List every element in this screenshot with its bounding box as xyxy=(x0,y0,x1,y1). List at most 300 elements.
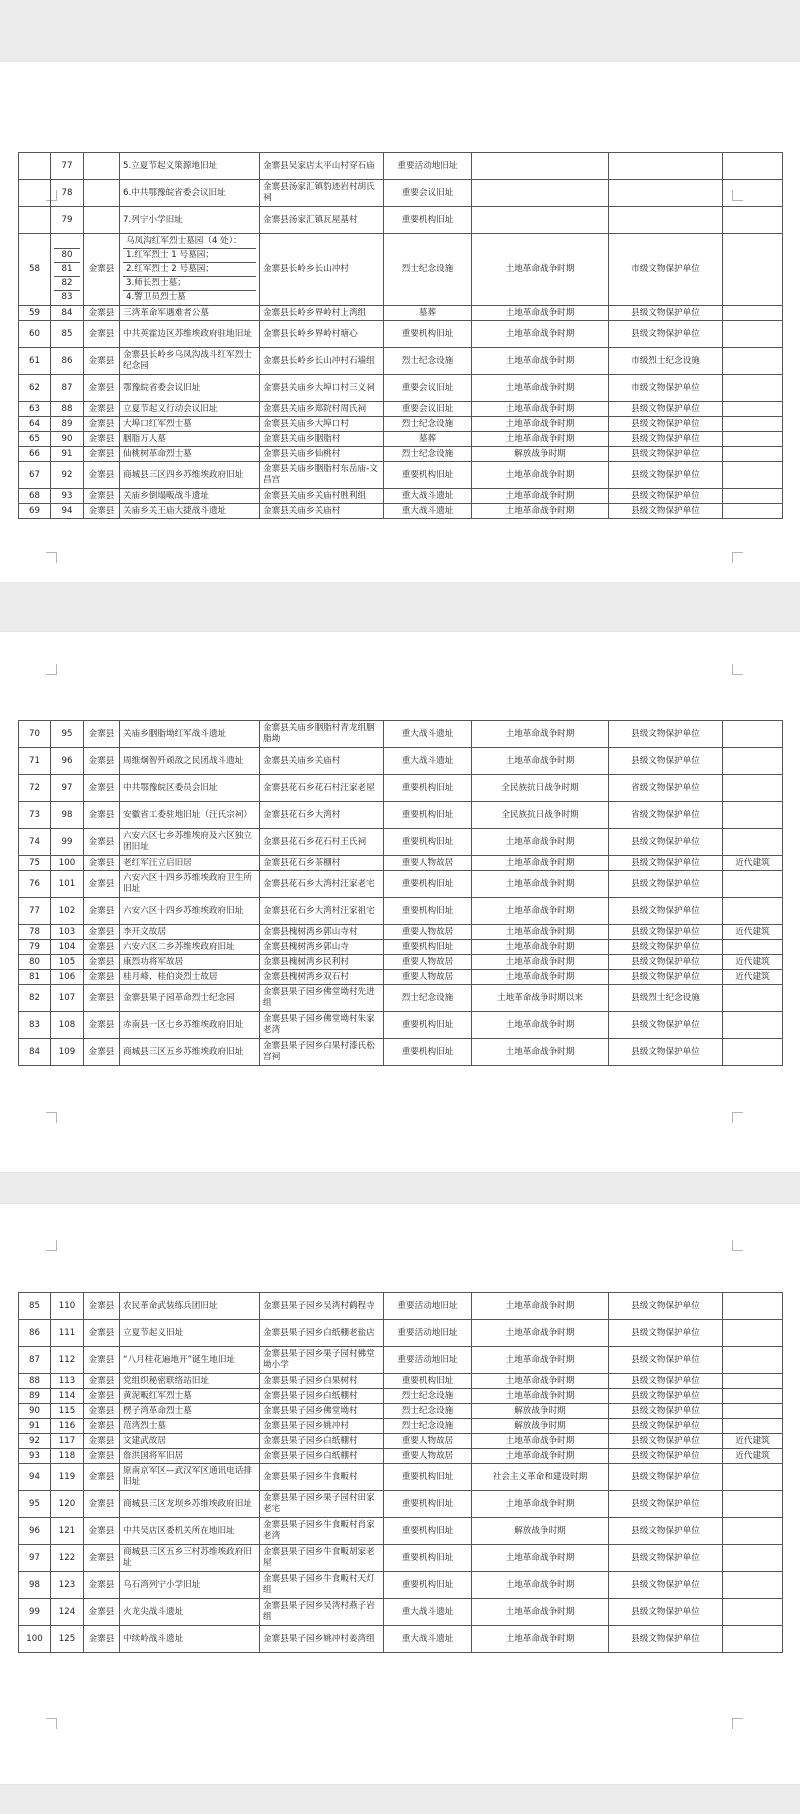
category-cell xyxy=(723,180,783,207)
site-type-cell: 重要人物故居 xyxy=(384,955,472,970)
protection-level-cell: 县级文物保护单位 xyxy=(609,925,723,940)
document-page-1 xyxy=(0,62,800,582)
row-number: 62 xyxy=(19,375,51,402)
category-cell xyxy=(723,898,783,925)
table-row xyxy=(19,1347,783,1374)
protection-level-cell: 县级文物保护单位 xyxy=(609,871,723,898)
row-number: 82 xyxy=(19,985,51,1012)
protection-level-cell: 县级文物保护单位 xyxy=(609,721,723,748)
category-cell xyxy=(723,1374,783,1389)
category-cell xyxy=(723,153,783,180)
site-type-cell: 重要机构旧址 xyxy=(384,462,472,489)
table-row xyxy=(19,955,783,970)
record-id xyxy=(54,235,80,249)
county-cell: 金寨县 xyxy=(84,1572,120,1599)
period-cell xyxy=(472,180,609,207)
record-id: 95 xyxy=(51,721,84,748)
protection-level-cell: 市级文物保护单位 xyxy=(609,375,723,402)
record-id: 99 xyxy=(51,829,84,856)
row-number: 63 xyxy=(19,402,51,417)
record-id: 90 xyxy=(51,432,84,447)
protection-level-cell xyxy=(609,153,723,180)
protection-level-cell: 县级文物保护单位 xyxy=(609,1434,723,1449)
county-cell: 金寨县 xyxy=(84,1449,120,1464)
address-cell: 金寨县果子园乡佛堂坳村 xyxy=(260,1404,384,1419)
site-name-group xyxy=(120,234,260,306)
category-cell xyxy=(723,1320,783,1347)
site-name-cell: 乌石湾列宁小学旧址 xyxy=(120,1572,260,1599)
table-row xyxy=(19,180,783,207)
county-cell: 金寨县 xyxy=(84,402,120,417)
record-id-group xyxy=(51,234,84,306)
address-cell: 金寨县果子园乡佛堂坳村朱家老湾 xyxy=(260,1012,384,1039)
county-cell: 金寨县 xyxy=(84,970,120,985)
row-number: 72 xyxy=(19,775,51,802)
record-id: 123 xyxy=(51,1572,84,1599)
period-cell: 全民族抗日战争时期 xyxy=(472,802,609,829)
site-type-cell: 重要机构旧址 xyxy=(384,1491,472,1518)
period-cell: 土地革命战争时期 xyxy=(472,940,609,955)
protection-level-cell: 县级文物保护单位 xyxy=(609,462,723,489)
site-name-cell: 大埠口红军烈士墓 xyxy=(120,417,260,432)
record-id: 107 xyxy=(51,985,84,1012)
county-cell: 金寨县 xyxy=(84,829,120,856)
site-type-cell: 重要机构旧址 xyxy=(384,1572,472,1599)
address-cell: 金寨县果子园乡牛食畈胡家老屋 xyxy=(260,1545,384,1572)
address-cell: 金寨县果子园乡姚冲村姜湾组 xyxy=(260,1626,384,1653)
site-type-cell: 重大战斗遗址 xyxy=(384,489,472,504)
county-cell: 金寨县 xyxy=(84,1389,120,1404)
address-cell: 金寨县果子园乡吴湾村燕子岩组 xyxy=(260,1599,384,1626)
protection-level-cell: 县级文物保护单位 xyxy=(609,1404,723,1419)
site-name-cell: 六安六区十四乡苏维埃政府旧址 xyxy=(120,898,260,925)
record-id: 96 xyxy=(51,748,84,775)
row-number: 87 xyxy=(19,1347,51,1374)
table-row xyxy=(19,1320,783,1347)
county-cell: 金寨县 xyxy=(84,321,120,348)
table-row xyxy=(19,1389,783,1404)
county-cell: 金寨县 xyxy=(84,775,120,802)
period-cell: 土地革命战争时期 xyxy=(472,1389,609,1404)
period-cell: 土地革命战争时期 xyxy=(472,234,609,306)
site-type-cell: 烈士纪念设施 xyxy=(384,1419,472,1434)
site-type-cell: 重要活动地旧址 xyxy=(384,1320,472,1347)
address-cell: 金寨县汤家汇镇瓦屋基村 xyxy=(260,207,384,234)
record-id: 115 xyxy=(51,1404,84,1419)
period-cell xyxy=(472,207,609,234)
category-cell xyxy=(723,306,783,321)
site-type-cell: 重要活动地旧址 xyxy=(384,153,472,180)
category-cell xyxy=(723,1545,783,1572)
row-number: 77 xyxy=(19,898,51,925)
site-name-cell: 农民革命武装练兵团旧址 xyxy=(120,1293,260,1320)
category-cell: 近代建筑 xyxy=(723,955,783,970)
period-cell: 土地革命战争时期 xyxy=(472,348,609,375)
record-id: 112 xyxy=(51,1347,84,1374)
address-cell: 金寨县花石乡花石村王氏祠 xyxy=(260,829,384,856)
category-cell: 近代建筑 xyxy=(723,1449,783,1464)
period-cell: 解放战争时期 xyxy=(472,1419,609,1434)
row-number: 60 xyxy=(19,321,51,348)
category-cell xyxy=(723,775,783,802)
row-number xyxy=(19,180,51,207)
address-cell: 金寨县关庙乡胭脂村 xyxy=(260,432,384,447)
site-type-cell: 重要会议旧址 xyxy=(384,375,472,402)
row-number: 100 xyxy=(19,1626,51,1653)
site-name-line: 4.警卫员烈士墓 xyxy=(126,292,186,302)
table-row xyxy=(19,898,783,925)
site-name-cell: 赤南县一区七乡苏维埃政府旧址 xyxy=(120,1012,260,1039)
table-row xyxy=(19,207,783,234)
site-name-cell: 仙桃树革命烈士墓 xyxy=(120,447,260,462)
site-name-cell: 六安六区十四乡苏维埃政府卫生所旧址 xyxy=(120,871,260,898)
address-cell: 金寨县槐树湾乡郭山寺 xyxy=(260,940,384,955)
record-id: 100 xyxy=(51,856,84,871)
category-cell xyxy=(723,462,783,489)
category-cell xyxy=(723,1419,783,1434)
record-id: 106 xyxy=(51,970,84,985)
record-id: 87 xyxy=(51,375,84,402)
row-number: 99 xyxy=(19,1599,51,1626)
site-name-cell: 周维炯智歼顽敌之民团战斗遗址 xyxy=(120,748,260,775)
address-cell: 金寨县长岭乡界岭村塘心 xyxy=(260,321,384,348)
site-name-cell: 立夏节起义旧址 xyxy=(120,1320,260,1347)
site-name-cell: 安徽省工委驻地旧址（汪氏宗祠） xyxy=(120,802,260,829)
county-cell: 金寨县 xyxy=(84,748,120,775)
protection-level-cell: 县级文物保护单位 xyxy=(609,829,723,856)
row-number: 68 xyxy=(19,489,51,504)
site-type-cell: 重要机构旧址 xyxy=(384,1464,472,1491)
row-number: 86 xyxy=(19,1320,51,1347)
site-type-cell: 重要机构旧址 xyxy=(384,1518,472,1545)
record-id: 93 xyxy=(51,489,84,504)
period-cell: 土地革命战争时期 xyxy=(472,402,609,417)
site-name-cell: 关庙乡胭脂坳红军战斗遗址 xyxy=(120,721,260,748)
site-name-cell: 六安六区二乡苏维埃政府旧址 xyxy=(120,940,260,955)
site-name-cell: 楞子湾革命烈士墓 xyxy=(120,1404,260,1419)
protection-level-cell: 县级文物保护单位 xyxy=(609,504,723,519)
protection-level-cell: 县级烈士纪念设施 xyxy=(609,985,723,1012)
site-type-cell: 烈士纪念设施 xyxy=(384,348,472,375)
period-cell: 土地革命战争时期 xyxy=(472,375,609,402)
site-name-cell: 三湾革命军遇难者公墓 xyxy=(120,306,260,321)
table-row xyxy=(19,306,783,321)
record-id: 118 xyxy=(51,1449,84,1464)
protection-level-cell: 县级文物保护单位 xyxy=(609,1419,723,1434)
category-cell xyxy=(723,375,783,402)
site-name-cell: 中续岭战斗遗址 xyxy=(120,1626,260,1653)
row-number: 74 xyxy=(19,829,51,856)
address-cell: 金寨县长岭乡界岭村上湾组 xyxy=(260,306,384,321)
site-type-cell: 烈士纪念设施 xyxy=(384,1404,472,1419)
table-row xyxy=(19,489,783,504)
row-number: 75 xyxy=(19,856,51,871)
address-cell: 金寨县关庙乡胭脂村青龙组胭脂坳 xyxy=(260,721,384,748)
table-row xyxy=(19,447,783,462)
protection-level-cell: 县级文物保护单位 xyxy=(609,856,723,871)
county-cell xyxy=(84,180,120,207)
site-name-cell: 康烈功将军故居 xyxy=(120,955,260,970)
county-cell: 金寨县 xyxy=(84,1545,120,1572)
site-type-cell: 烈士纪念设施 xyxy=(384,234,472,306)
category-cell xyxy=(723,985,783,1012)
county-cell: 金寨县 xyxy=(84,985,120,1012)
row-number: 97 xyxy=(19,1545,51,1572)
county-cell: 金寨县 xyxy=(84,802,120,829)
table-row xyxy=(19,1374,783,1389)
row-number: 98 xyxy=(19,1572,51,1599)
site-name-cell: 原南京军区—武汉军区通讯电话排旧址 xyxy=(120,1464,260,1491)
table-row xyxy=(19,940,783,955)
record-id: 97 xyxy=(51,775,84,802)
address-cell: 金寨县果子园乡白果村漆氏松宫祠 xyxy=(260,1039,384,1066)
row-number: 64 xyxy=(19,417,51,432)
table-row xyxy=(19,1039,783,1066)
address-cell: 金寨县关庙乡关庙村胜利组 xyxy=(260,489,384,504)
category-cell xyxy=(723,489,783,504)
record-id: 114 xyxy=(51,1389,84,1404)
site-name-cell: 商城县三区龙坝乡苏维埃政府旧址 xyxy=(120,1491,260,1518)
category-cell xyxy=(723,207,783,234)
row-number: 81 xyxy=(19,970,51,985)
site-type-cell: 重要机构旧址 xyxy=(384,1374,472,1389)
address-cell: 金寨县关庙乡胭脂村东岳庙-文昌宫 xyxy=(260,462,384,489)
address-cell: 金寨县长岭乡长山冲村石墙组 xyxy=(260,348,384,375)
county-cell: 金寨县 xyxy=(84,1599,120,1626)
address-cell: 金寨县花石乡大湾村汪家老宅 xyxy=(260,871,384,898)
protection-level-cell: 县级文物保护单位 xyxy=(609,489,723,504)
period-cell: 土地革命战争时期 xyxy=(472,417,609,432)
site-type-cell: 重要机构旧址 xyxy=(384,1039,472,1066)
protection-level-cell: 县级文物保护单位 xyxy=(609,898,723,925)
category-cell xyxy=(723,1012,783,1039)
period-cell: 解放战争时期 xyxy=(472,1404,609,1419)
category-cell: 近代建筑 xyxy=(723,1434,783,1449)
category-cell xyxy=(723,1491,783,1518)
site-name-cell: 商城县三区四乡苏维埃政府旧址 xyxy=(120,462,260,489)
table-row xyxy=(19,375,783,402)
row-number: 89 xyxy=(19,1389,51,1404)
site-type-cell: 重大战斗遗址 xyxy=(384,504,472,519)
site-name-cell: 文建武故居 xyxy=(120,1434,260,1449)
site-type-cell: 重大战斗遗址 xyxy=(384,721,472,748)
records-table-2 xyxy=(18,720,783,1066)
record-id: 121 xyxy=(51,1518,84,1545)
row-number: 95 xyxy=(19,1491,51,1518)
row-number: 83 xyxy=(19,1012,51,1039)
record-id: 113 xyxy=(51,1374,84,1389)
category-cell xyxy=(723,1347,783,1374)
county-cell: 金寨县 xyxy=(84,721,120,748)
protection-level-cell: 县级文物保护单位 xyxy=(609,402,723,417)
category-cell xyxy=(723,721,783,748)
category-cell: 近代建筑 xyxy=(723,856,783,871)
category-cell xyxy=(723,321,783,348)
site-name-cell: 商城县三区五乡三村苏维埃政府旧址 xyxy=(120,1545,260,1572)
protection-level-cell: 县级文物保护单位 xyxy=(609,1374,723,1389)
county-cell: 金寨县 xyxy=(84,1347,120,1374)
address-cell: 金寨县花石乡大湾村汪家祖宅 xyxy=(260,898,384,925)
county-cell: 金寨县 xyxy=(84,1419,120,1434)
category-cell xyxy=(723,1518,783,1545)
site-type-cell: 烈士纪念设施 xyxy=(384,417,472,432)
site-name-line: 3.师长烈士墓； xyxy=(123,277,256,291)
site-name-cell: 黄泥畈红军烈士墓 xyxy=(120,1389,260,1404)
county-cell: 金寨县 xyxy=(84,462,120,489)
site-name-line: 乌凤沟红军烈士墓园（4 处）： xyxy=(123,235,256,249)
protection-level-cell: 省级文物保护单位 xyxy=(609,775,723,802)
protection-level-cell: 县级文物保护单位 xyxy=(609,432,723,447)
address-cell: 金寨县槐树湾乡民利村 xyxy=(260,955,384,970)
county-cell: 金寨县 xyxy=(84,1434,120,1449)
period-cell: 土地革命战争时期 xyxy=(472,1434,609,1449)
site-type-cell: 重要会议旧址 xyxy=(384,402,472,417)
site-type-cell: 重要机构旧址 xyxy=(384,775,472,802)
category-cell xyxy=(723,1039,783,1066)
row-number: 73 xyxy=(19,802,51,829)
county-cell: 金寨县 xyxy=(84,955,120,970)
table-row xyxy=(19,1491,783,1518)
table-row xyxy=(19,856,783,871)
site-name-cell: 火龙尖战斗遗址 xyxy=(120,1599,260,1626)
county-cell: 金寨县 xyxy=(84,1293,120,1320)
row-number: 90 xyxy=(19,1404,51,1419)
table-row xyxy=(19,829,783,856)
site-type-cell: 重要活动地旧址 xyxy=(384,1293,472,1320)
address-cell: 金寨县果子园乡牛食畈村 xyxy=(260,1464,384,1491)
site-name-cell: 关庙乡关王庙大捷战斗遗址 xyxy=(120,504,260,519)
table-row xyxy=(19,1419,783,1434)
table-row xyxy=(19,721,783,748)
row-number: 88 xyxy=(19,1374,51,1389)
county-cell: 金寨县 xyxy=(84,234,120,306)
site-name-cell: 胭脂万人墓 xyxy=(120,432,260,447)
county-cell xyxy=(84,207,120,234)
table-row xyxy=(19,1599,783,1626)
category-cell xyxy=(723,1599,783,1626)
table-row xyxy=(19,462,783,489)
address-cell: 金寨县汤家汇镇豹迹岩村胡氏祠 xyxy=(260,180,384,207)
site-type-cell: 重大战斗遗址 xyxy=(384,748,472,775)
county-cell: 金寨县 xyxy=(84,1491,120,1518)
county-cell: 金寨县 xyxy=(84,1320,120,1347)
protection-level-cell: 市级文物保护单位 xyxy=(609,234,723,306)
address-cell: 金寨县关庙乡关庙村 xyxy=(260,504,384,519)
protection-level-cell: 县级文物保护单位 xyxy=(609,306,723,321)
address-cell: 金寨县花石乡茶棚村 xyxy=(260,856,384,871)
site-type-cell: 重要机构旧址 xyxy=(384,1545,472,1572)
category-cell xyxy=(723,802,783,829)
category-cell xyxy=(723,348,783,375)
table-row xyxy=(19,1545,783,1572)
county-cell: 金寨县 xyxy=(84,432,120,447)
period-cell: 解放战争时期 xyxy=(472,447,609,462)
period-cell: 土地革命战争时期以来 xyxy=(472,985,609,1012)
table-row xyxy=(19,985,783,1012)
row-number: 67 xyxy=(19,462,51,489)
site-name-cell: 立夏节起义行动会议旧址 xyxy=(120,402,260,417)
table-row xyxy=(19,321,783,348)
site-name-cell: 商城县三区五乡苏维埃政府旧址 xyxy=(120,1039,260,1066)
county-cell: 金寨县 xyxy=(84,504,120,519)
table-row xyxy=(19,748,783,775)
period-cell: 土地革命战争时期 xyxy=(472,489,609,504)
table-row xyxy=(19,348,783,375)
protection-level-cell: 县级文物保护单位 xyxy=(609,748,723,775)
address-cell: 金寨县果子园乡果子园村佛堂坳小学 xyxy=(260,1347,384,1374)
category-cell xyxy=(723,829,783,856)
site-name-cell: 范湾烈士墓 xyxy=(120,1419,260,1434)
category-cell xyxy=(723,1293,783,1320)
period-cell: 土地革命战争时期 xyxy=(472,1626,609,1653)
row-number xyxy=(19,207,51,234)
table-row-group xyxy=(19,234,783,306)
address-cell: 金寨县果子园乡白纸棚老盐店 xyxy=(260,1320,384,1347)
table-row xyxy=(19,871,783,898)
category-cell xyxy=(723,1464,783,1491)
protection-level-cell: 县级文物保护单位 xyxy=(609,1599,723,1626)
protection-level-cell xyxy=(609,207,723,234)
row-number: 91 xyxy=(19,1419,51,1434)
address-cell: 金寨县吴家店太平山村穿石庙 xyxy=(260,153,384,180)
record-id: 82 xyxy=(54,277,80,291)
record-id: 79 xyxy=(51,207,84,234)
county-cell: 金寨县 xyxy=(84,1374,120,1389)
period-cell: 土地革命战争时期 xyxy=(472,1572,609,1599)
category-cell xyxy=(723,234,783,306)
period-cell: 土地革命战争时期 xyxy=(472,748,609,775)
table-row xyxy=(19,1449,783,1464)
table-row xyxy=(19,1293,783,1320)
period-cell: 土地革命战争时期 xyxy=(472,462,609,489)
document-page-3 xyxy=(0,1204,800,1784)
table-row xyxy=(19,775,783,802)
record-id: 122 xyxy=(51,1545,84,1572)
site-name-cell: 六安六区七乡苏维埃府及六区独立团旧址 xyxy=(120,829,260,856)
record-id: 78 xyxy=(51,180,84,207)
site-type-cell: 重要机构旧址 xyxy=(384,898,472,925)
row-number: 59 xyxy=(19,306,51,321)
site-type-cell: 重要会议旧址 xyxy=(384,180,472,207)
site-type-cell: 重要机构旧址 xyxy=(384,829,472,856)
county-cell: 金寨县 xyxy=(84,1626,120,1653)
county-cell: 金寨县 xyxy=(84,856,120,871)
record-id: 110 xyxy=(51,1293,84,1320)
period-cell: 土地革命战争时期 xyxy=(472,1491,609,1518)
row-number: 70 xyxy=(19,721,51,748)
address-cell: 金寨县长岭乡长山冲村 xyxy=(260,234,384,306)
record-id: 91 xyxy=(51,447,84,462)
record-id: 92 xyxy=(51,462,84,489)
county-cell: 金寨县 xyxy=(84,1404,120,1419)
table-row xyxy=(19,1572,783,1599)
record-id: 116 xyxy=(51,1419,84,1434)
period-cell: 土地革命战争时期 xyxy=(472,829,609,856)
site-name-cell: 李开文故居 xyxy=(120,925,260,940)
row-number: 76 xyxy=(19,871,51,898)
record-id: 80 xyxy=(54,249,80,263)
site-name-cell: 詹洪国将军旧居 xyxy=(120,1449,260,1464)
site-type-cell: 重要机构旧址 xyxy=(384,1012,472,1039)
county-cell: 金寨县 xyxy=(84,925,120,940)
protection-level-cell: 县级文物保护单位 xyxy=(609,970,723,985)
record-id: 102 xyxy=(51,898,84,925)
site-type-cell: 重要人物故居 xyxy=(384,970,472,985)
protection-level-cell: 县级文物保护单位 xyxy=(609,1518,723,1545)
records-table-1 xyxy=(18,152,783,519)
address-cell: 金寨县关庙乡郑院村周氏祠 xyxy=(260,402,384,417)
period-cell xyxy=(472,153,609,180)
